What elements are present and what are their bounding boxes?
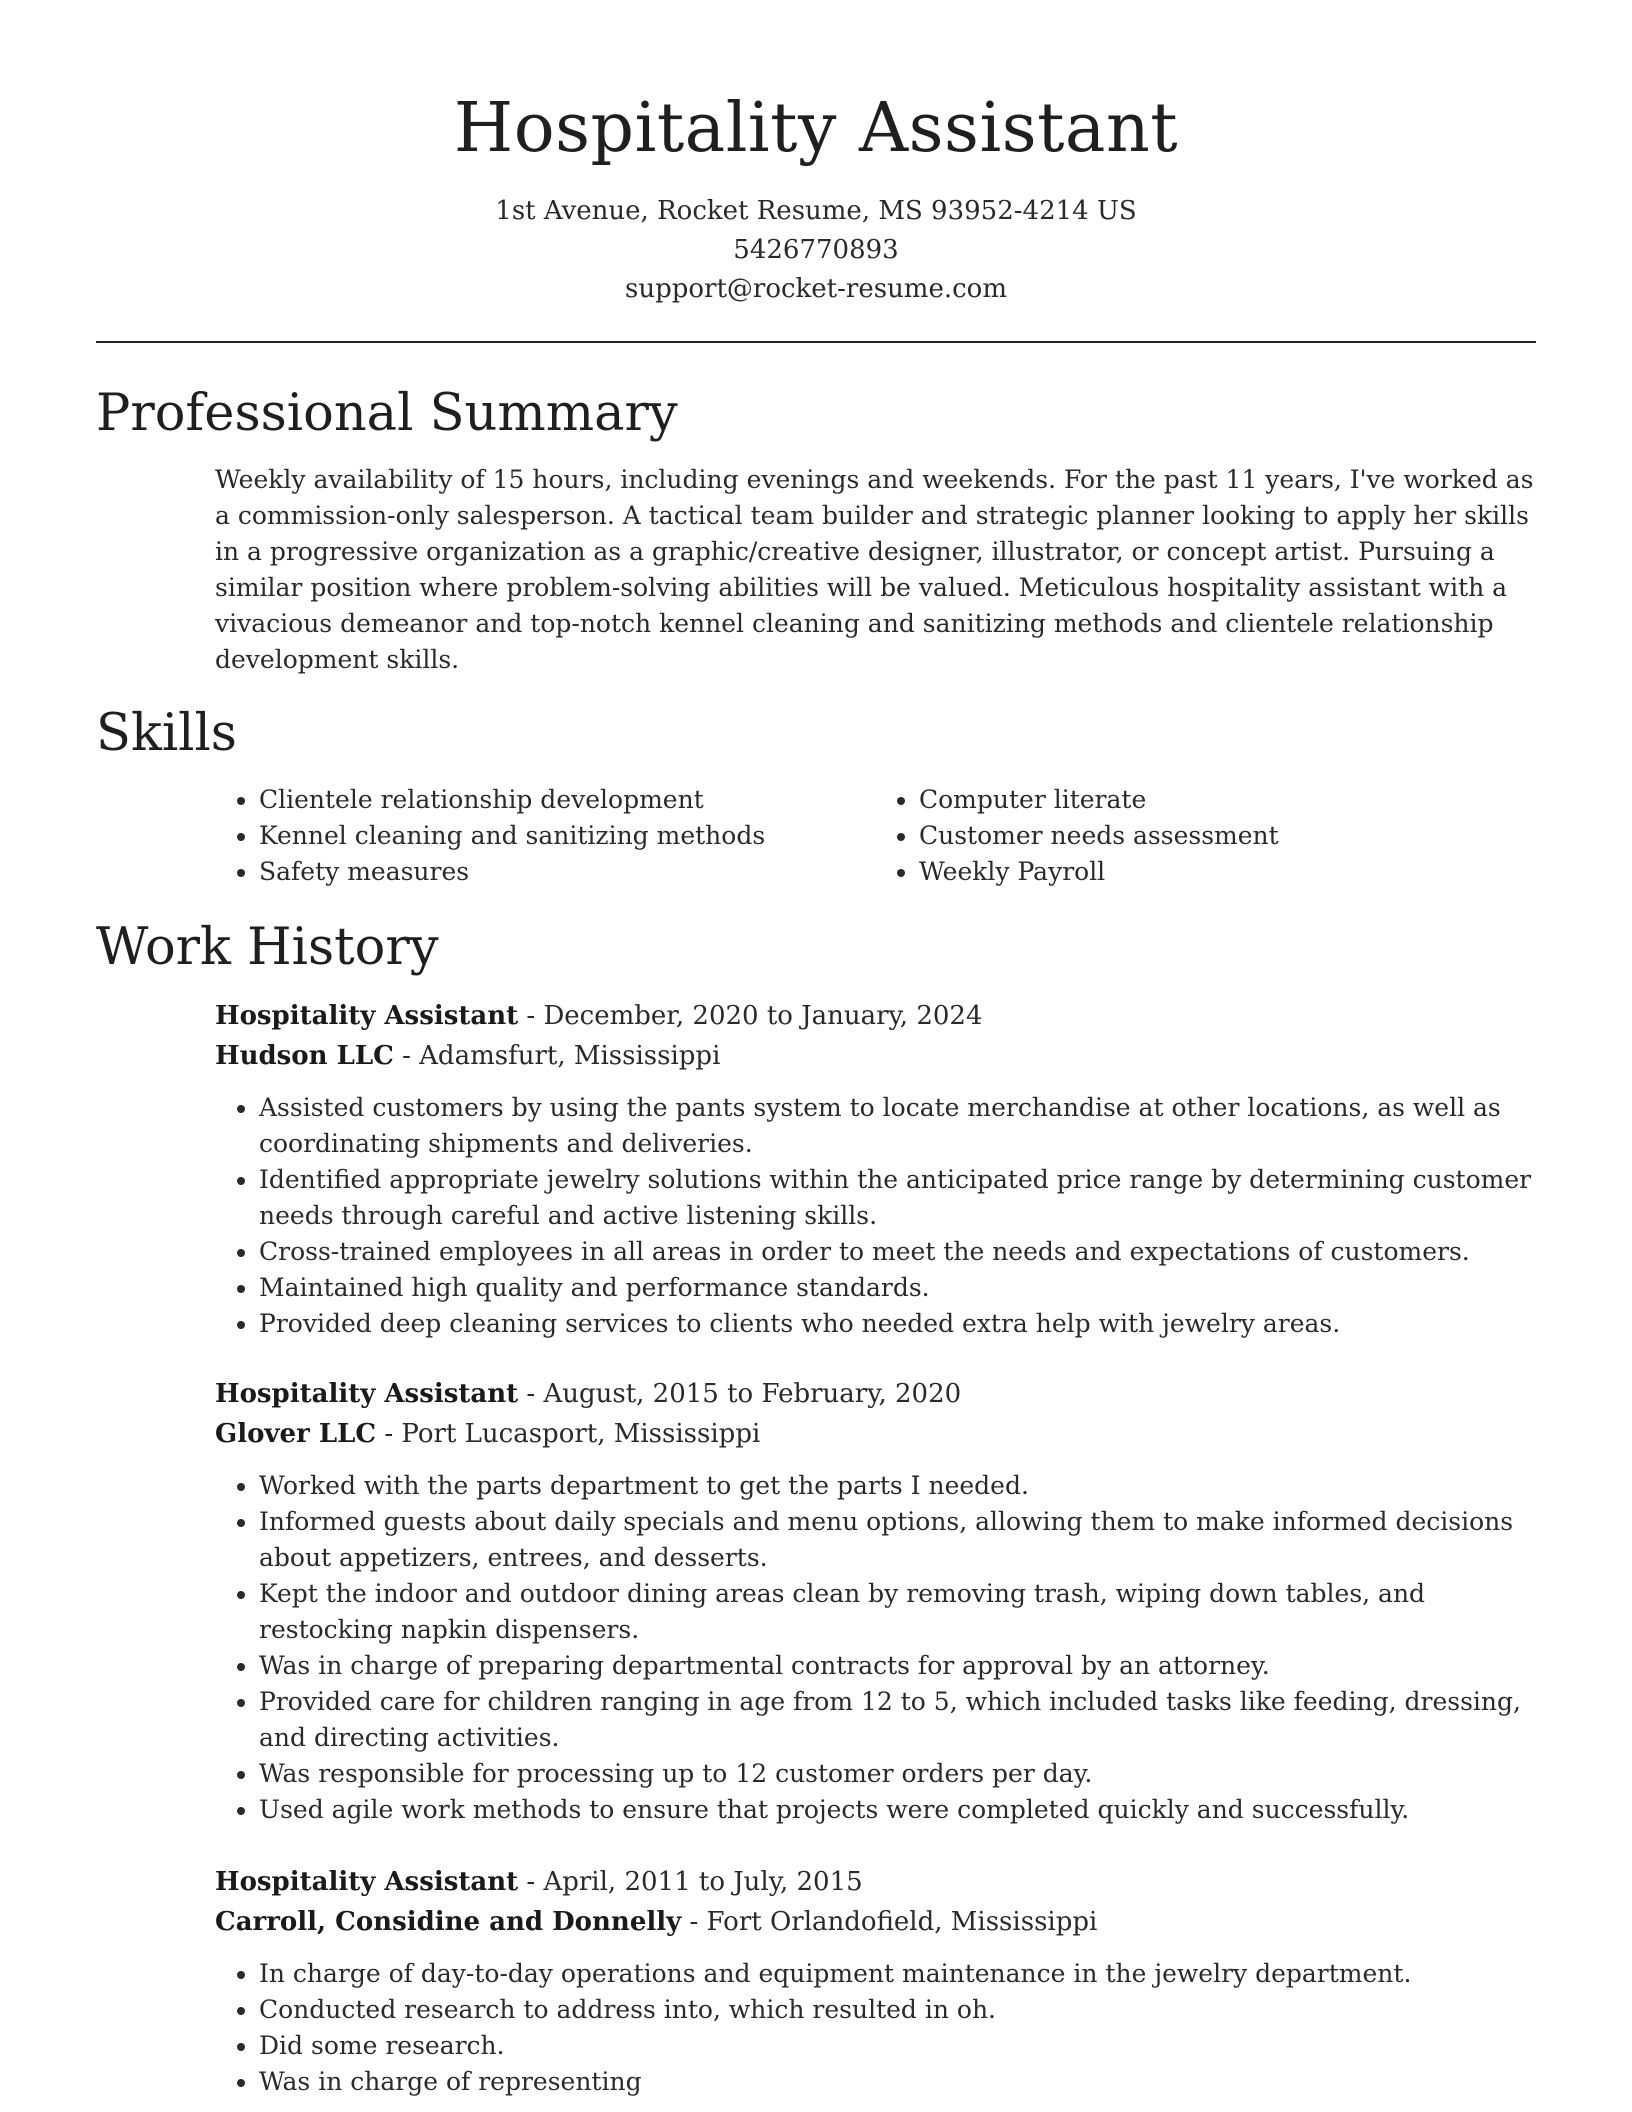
skill-item: • Customer needs assessment [919, 818, 1535, 854]
job-bullets [215, 1468, 1535, 1828]
job-bullets [215, 1090, 1535, 1342]
job-entry-1 [215, 996, 1535, 1342]
skills-column-left [215, 782, 875, 890]
job-bullet: • Conducted research to address into, which resulted in oh. [259, 1992, 1535, 2028]
skill-item: • Computer literate [919, 782, 1535, 818]
job-entry-3 [215, 1862, 1535, 2100]
job-title-line [215, 1862, 1535, 1902]
job-bullet: • Kept the indoor and outdoor dining areas clean by removing trash, wiping down tables, and restocking napkin dispensers. [259, 1576, 1535, 1648]
job-location: - Fort Orlandofield, Mississippi [681, 1907, 1098, 1937]
job-bullet: • Assisted customers by using the pants system to locate merchandise at other locations, as well as coordinating shipments and deliveries. [259, 1090, 1535, 1162]
work-history-heading: Work History [96, 918, 439, 977]
skill-item: • Weekly Payroll [919, 854, 1535, 890]
job-bullet: • Provided care for children ranging in age from 12 to 5, which included tasks like feeding, dressing, and directing activities. [259, 1684, 1535, 1756]
job-bullet: • Identified appropriate jewelry solutions within the anticipated price range by determining customer needs through careful and active listening skills. [259, 1162, 1535, 1234]
job-bullet: • Was responsible for processing up to 12 customer orders per day. [259, 1756, 1535, 1792]
job-company: Glover LLC [215, 1419, 377, 1449]
job-company-line [215, 1902, 1535, 1942]
job-bullet: • Informed guests about daily specials and menu options, allowing them to make informed decisions about appetizers, entrees, and desserts. [259, 1504, 1535, 1576]
email-text: support@rocket-resume.com [624, 274, 1007, 304]
header-divider [96, 341, 1536, 343]
address-text: 1st Avenue, Rocket Resume, MS 93952-4214 US [495, 196, 1137, 226]
job-company: Carroll, Considine and Donnelly [215, 1907, 682, 1937]
job-company: Hudson LLC [215, 1041, 394, 1071]
job-location: - Adamsfurt, Mississippi [393, 1041, 721, 1071]
job-bullet: • Did some research. [259, 2028, 1535, 2064]
job-entry-2 [215, 1374, 1535, 1828]
candidate-name: Hospitality Assistant [453, 89, 1179, 168]
job-company-line [215, 1036, 1535, 1076]
skills-heading: Skills [96, 704, 237, 763]
job-bullets [215, 1956, 1535, 2100]
job-dates: - August, 2015 to February, 2020 [518, 1379, 962, 1409]
job-location: - Port Lucasport, Mississippi [376, 1419, 761, 1449]
job-bullet: • Provided deep cleaning services to clients who needed extra help with jewelry areas. [259, 1306, 1535, 1342]
skill-item: • Kennel cleaning and sanitizing methods [259, 818, 875, 854]
resume-header [0, 84, 1632, 309]
phone-text: 5426770893 [733, 235, 899, 265]
job-role: Hospitality Assistant [215, 1867, 519, 1897]
summary-heading: Professional Summary [96, 384, 678, 443]
job-bullet: • Maintained high quality and performance standards. [259, 1270, 1535, 1306]
contact-block [0, 192, 1632, 309]
job-bullet: • Was in charge of preparing departmental contracts for approval by an attorney. [259, 1648, 1535, 1684]
skills-list [215, 782, 1535, 890]
job-role: Hospitality Assistant [215, 1001, 519, 1031]
job-company-line [215, 1414, 1535, 1454]
job-dates: - April, 2011 to July, 2015 [518, 1867, 863, 1897]
job-bullet: • Was in charge of representing [259, 2064, 1535, 2100]
skill-item: • Clientele relationship development [259, 782, 875, 818]
job-bullet: • Used agile work methods to ensure that projects were completed quickly and successfully. [259, 1792, 1535, 1828]
job-bullet: • In charge of day-to-day operations and equipment maintenance in the jewelry department. [259, 1956, 1535, 1992]
summary-text: Weekly availability of 15 hours, including evenings and weekends. For the past 11 years, I've worked as a commission-only salesperson. A tactical team builder and strategic planner looking to apply her skills in a progressive organization as a graphic/creative designer, illustrator, or concept artist. Pursuing a similar position where problem-solving abilities will be valued. Meticulous hospitality assistant with a vivacious demeanor and top-notch kennel cleaning and sanitizing methods and clientele relationship development skills. [215, 465, 1534, 674]
job-bullet: • Cross-trained employees in all areas in order to meet the needs and expectations of customers. [259, 1234, 1535, 1270]
skills-column-right [875, 782, 1535, 890]
job-bullet: • Worked with the parts department to get the parts I needed. [259, 1468, 1535, 1504]
job-title-line [215, 996, 1535, 1036]
job-role: Hospitality Assistant [215, 1379, 519, 1409]
job-dates: - December, 2020 to January, 2024 [518, 1001, 983, 1031]
job-title-line [215, 1374, 1535, 1414]
skill-item: • Safety measures [259, 854, 875, 890]
